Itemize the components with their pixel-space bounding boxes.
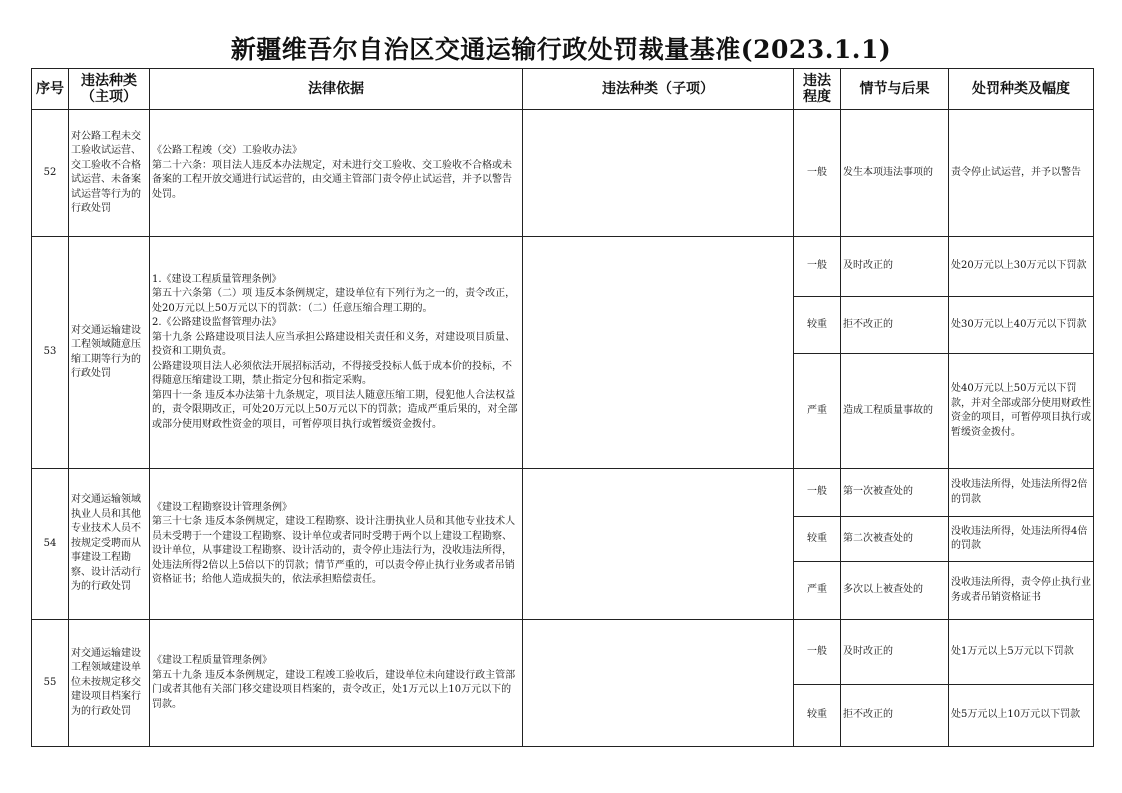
row-circumstance: 拒不改正的 xyxy=(841,685,949,747)
row-main-category: 对交通运输领域执业人员和其他专业技术人员不按规定受聘而从事建设工程勘察、设计活动行为的行政处罚 xyxy=(69,469,150,620)
row-circumstance: 及时改正的 xyxy=(841,237,949,297)
header-seq: 序号 xyxy=(32,69,69,110)
row-sub-category xyxy=(523,237,794,469)
row-penalty: 处30万元以上40万元以下罚款 xyxy=(949,297,1094,354)
row-main-category: 对公路工程未交工验收试运营、交工验收不合格试运营、未备案试运营等行为的行政处罚 xyxy=(69,110,150,237)
row-degree: 一般 xyxy=(794,110,841,237)
row-penalty: 处20万元以上30万元以下罚款 xyxy=(949,237,1094,297)
row-degree: 一般 xyxy=(794,620,841,685)
row-seq: 54 xyxy=(32,469,69,620)
header-sub-category: 违法种类（子项） xyxy=(523,69,794,110)
row-degree: 较重 xyxy=(794,297,841,354)
header-penalty: 处罚种类及幅度 xyxy=(949,69,1094,110)
row-circumstance: 及时改正的 xyxy=(841,620,949,685)
header-main-category: 违法种类 （主项） xyxy=(69,69,150,110)
row-legal-basis: 1.《建设工程质量管理条例》 第五十六条第（二）项 违反本条例规定，建设单位有下列行为之一的，责令改正，处20万元以上50万元以下的罚款：（二）任意压缩合理工期的。 2.《公路建设监督管理办法》 第十九条 公路建设项目法人应当承担公路建设相关责任和义务，对建设项目质量、投资和工期负责。 公路建设项目法人必须依法开展招标活动，不得接受投标人低于成本价的投标，不得随意压缩建设工期，禁止指定分包和指定采购。 第四十一条 违反本办法第十九条规定，项目法人随意压缩工期，侵犯他人合法权益的，责令限期改正，可处20万元以上50万元以下的罚款；造成严重后果的，对全部或部分使用财政性资金的项目，可暂停项目执行或暂缓资金拨付。 xyxy=(150,237,523,469)
row-degree: 较重 xyxy=(794,517,841,562)
row-main-category: 对交通运输建设工程领域建设单位未按规定移交建设项目档案行为的行政处罚 xyxy=(69,620,150,747)
row-circumstance: 拒不改正的 xyxy=(841,297,949,354)
row-circumstance: 造成工程质量事故的 xyxy=(841,354,949,469)
row-penalty: 处5万元以上10万元以下罚款 xyxy=(949,685,1094,747)
table-row xyxy=(32,237,1094,297)
row-penalty: 责令停止试运营，并予以警告 xyxy=(949,110,1094,237)
row-legal-basis: 《建设工程质量管理条例》 第五十九条 违反本条例规定，建设工程竣工验收后，建设单位未向建设行政主管部门或者其他有关部门移交建设项目档案的，责令改正，处1万元以上10万元以下的罚款。 xyxy=(150,620,523,747)
row-circumstance: 第一次被查处的 xyxy=(841,469,949,517)
row-penalty: 处1万元以上5万元以下罚款 xyxy=(949,620,1094,685)
row-legal-basis: 《公路工程竣（交）工验收办法》 第二十六条：项目法人违反本办法规定，对未进行交工验收、交工验收不合格或未备案的工程开放交通进行试运营的，由交通主管部门责令停止试运营，并予以警告处罚。 xyxy=(150,110,523,237)
row-degree: 严重 xyxy=(794,354,841,469)
row-seq: 53 xyxy=(32,237,69,469)
row-circumstance: 多次以上被查处的 xyxy=(841,562,949,620)
row-sub-category xyxy=(523,620,794,747)
table-row xyxy=(32,469,1094,517)
row-degree: 严重 xyxy=(794,562,841,620)
row-penalty: 没收违法所得，处违法所得2倍的罚款 xyxy=(949,469,1094,517)
row-degree: 较重 xyxy=(794,685,841,747)
row-penalty: 没收违法所得，处违法所得4倍的罚款 xyxy=(949,517,1094,562)
row-sub-category xyxy=(523,469,794,620)
row-legal-basis: 《建设工程勘察设计管理条例》 第三十七条 违反本条例规定，建设工程勘察、设计注册执业人员和其他专业技术人员未受聘于一个建设工程勘察、设计单位或者同时受聘于两个以上建设工程勘察、设计单位，从事建设工程勘察、设计活动的，责令停止违法行为，没收违法所得，处违法所得2倍以上5倍以下的罚款；情节严重的，可以责令停止执行业务或者吊销资格证书；给他人造成损失的，依法承担赔偿责任。 xyxy=(150,469,523,620)
row-sub-category xyxy=(523,110,794,237)
penalty-standards-table xyxy=(31,68,1094,747)
header-row xyxy=(32,69,1094,110)
row-seq: 52 xyxy=(32,110,69,237)
page-title: 新疆维吾尔自治区交通运输行政处罚裁量基准(2023.1.1) xyxy=(230,35,892,64)
row-penalty: 没收违法所得，责令停止执行业务或者吊销资格证书 xyxy=(949,562,1094,620)
header-legal-basis: 法律依据 xyxy=(150,69,523,110)
row-main-category: 对交通运输建设工程领域随意压缩工期等行为的行政处罚 xyxy=(69,237,150,469)
row-degree: 一般 xyxy=(794,469,841,517)
row-penalty: 处40万元以上50万元以下罚款，并对全部或部分使用财政性资金的项目，可暂停项目执行或暂缓资金拨付。 xyxy=(949,354,1094,469)
table-row xyxy=(32,620,1094,685)
table-row xyxy=(32,110,1094,237)
header-degree: 违法 程度 xyxy=(794,69,841,110)
row-seq: 55 xyxy=(32,620,69,747)
header-circumstance: 情节与后果 xyxy=(841,69,949,110)
row-circumstance: 发生本项违法事项的 xyxy=(841,110,949,237)
row-circumstance: 第二次被查处的 xyxy=(841,517,949,562)
row-degree: 一般 xyxy=(794,237,841,297)
